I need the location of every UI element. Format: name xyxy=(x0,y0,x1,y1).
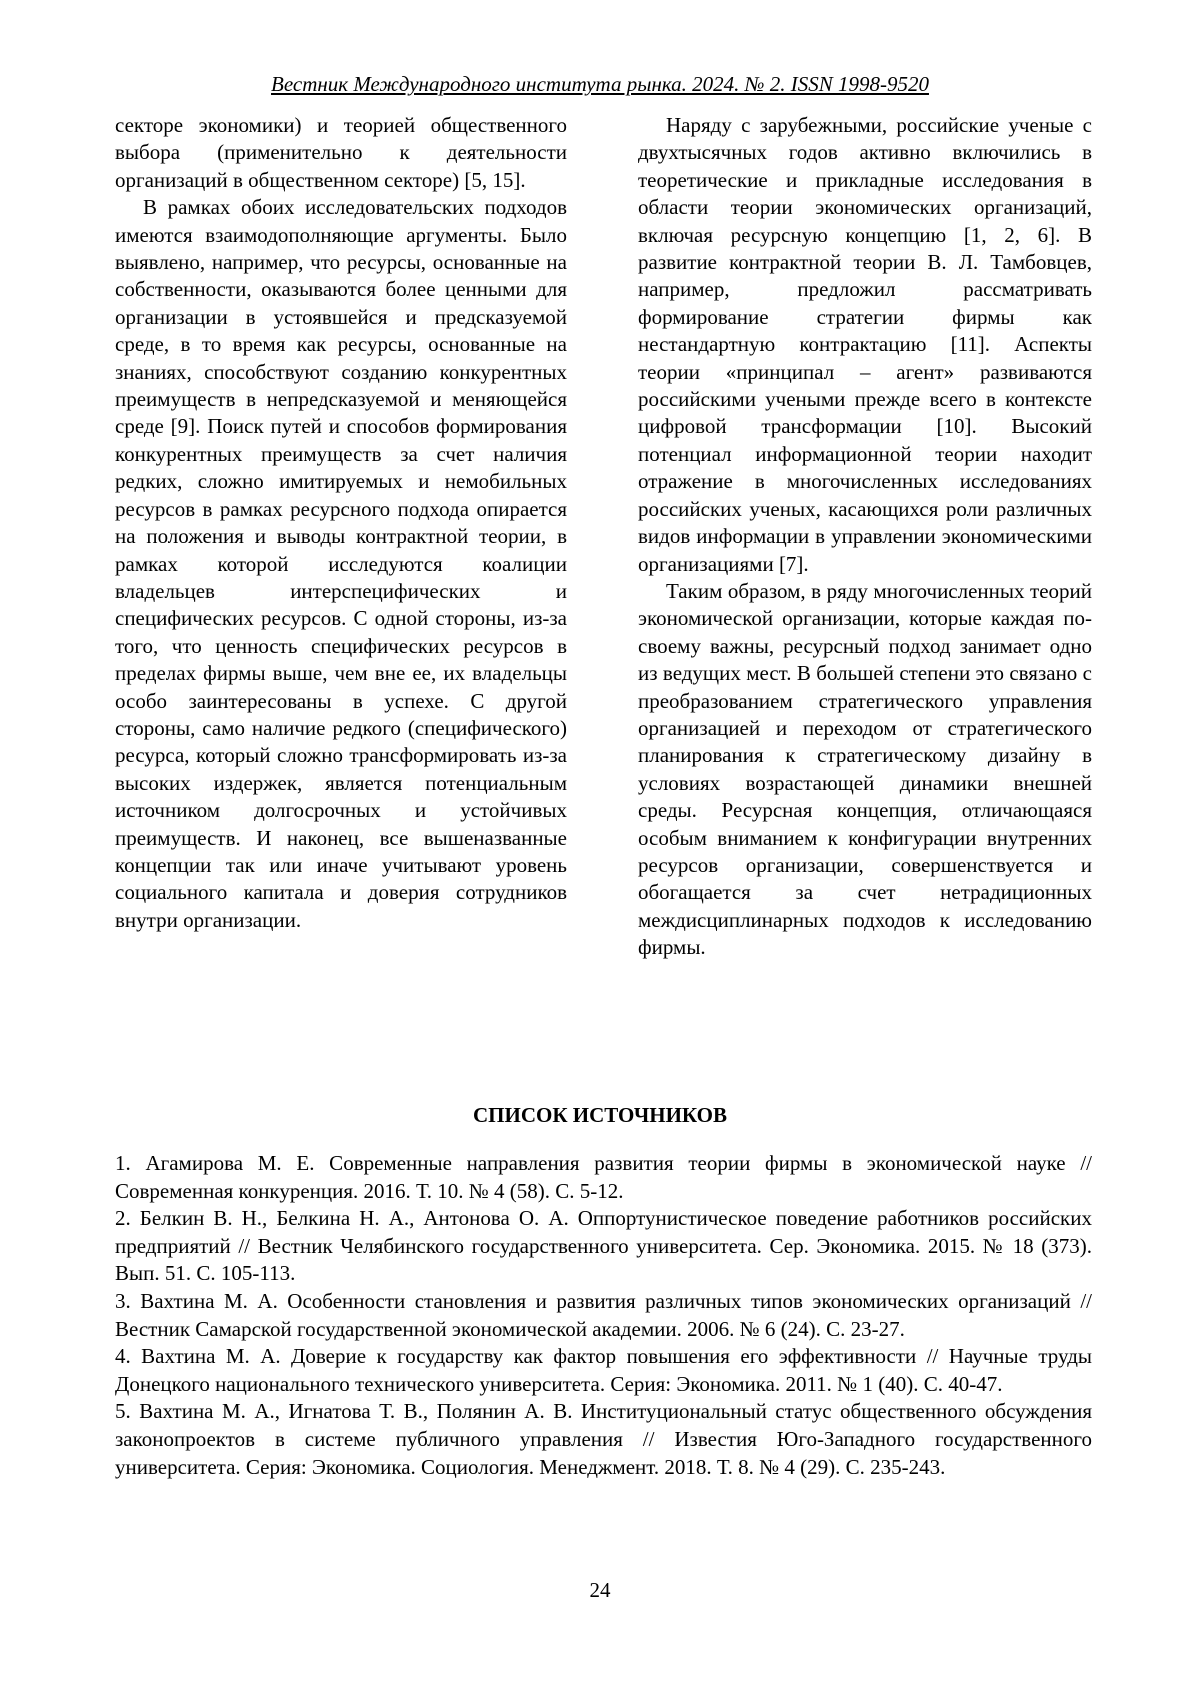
reference-item: 4. Вахтина М. А. Доверие к государству как фактор повышения его эффективности // Научные труды Донецкого национального технического университета. Серия: Экономика. 2011. № 1 (40). С. 40-47. xyxy=(115,1344,1092,1396)
reference-item: 1. Агамирова М. Е. Современные направления развития теории фирмы в экономической науке // Современная конкуренция. 2016. Т. 10. № 4 (58). С. 5-12. xyxy=(115,1151,1092,1203)
reference-item: 2. Белкин В. Н., Белкина Н. А., Антонова О. А. Оппортунистическое поведение работников российских предприятий // Вестник Челябинского государственного университета. Сер. Экономика. 2015. № 18 (373). Вып. 51. С. 105-113. xyxy=(115,1206,1092,1286)
references-title: СПИСОК ИСТОЧНИКОВ xyxy=(473,1103,727,1127)
reference-item: 3. Вахтина М. А. Особенности становления и развития различных типов экономических организаций // Вестник Самарской государственной экономической академии. 2006. № 6 (24). С. 23-27. xyxy=(115,1288,1092,1341)
reference-item: 5. Вахтина М. А., Игнатова Т. В., Полянин А. В. Институциональный статус общественного обсуждения законопроектов в системе публичного управления // Известия Юго-Западного государственного университета. Серия: Экономика. Социология. Менеджмент. 2018. Т. 8. № 4 (29). С. 235-243. xyxy=(115,1399,1092,1479)
right-column xyxy=(638,112,1092,962)
left-column xyxy=(115,112,567,934)
paragraph: В рамках обоих исследовательских подходов имеются взаимодополняющие аргументы. Было выявлено, например, что ресурсы, основанные на собственности, оказываются более ценными для организации в устоявшейся и предсказуемой среде, в то время как ресурсы, основанные на знаниях, способствуют созданию конкурентных преимуществ в непредсказуемой и меняющейся среде [9]. Поиск путей и способов формирования конкурентных преимуществ за счет наличия редких, сложно имитируемых и немобильных ресурсов в рамках ресурсного подхода опирается на положения и выводы контрактной теории, в рамках которой исследуются коалиции владельцев интерспецифических и специфических ресурсов. С одной стороны, из-за того, что ценность специфических ресурсов в пределах фирмы выше, чем вне ее, их владельцы особо заинтересованы в успехе. С другой стороны, само наличие редкого (специфического) ресурса, который сложно трансформировать из-за высоких издержек, является потенциальным источником долгосрочных и устойчивых преимуществ. И наконец, все вышеназванные концепции так или иначе учитывают уровень социального капитала и доверия сотрудников внутри организации. xyxy=(115,195,567,932)
paragraph: секторе экономики) и теорией общественного выбора (применительно к деятельности организаций в общественном секторе) [5, 15]. xyxy=(115,113,567,192)
page-number: 24 xyxy=(589,1578,611,1602)
references-list xyxy=(115,1150,1092,1481)
running-header: Вестник Международного института рынка. 2024. № 2. ISSN 1998-9520 xyxy=(271,72,929,96)
paragraph: Таким образом, в ряду многочисленных теорий экономической организации, которые каждая по-своему важны, ресурсный подход занимает одно из ведущих мест. В большей степени это связано с преобразованием стратегического управления организацией и переходом от стратегического планирования к стратегическому дизайну в условиях возрастающей динамики внешней среды. Ресурсная концепция, отличающаяся особым вниманием к конфигурации внутренних ресурсов организации, совершенствуется и обогащается за счет нетрадиционных междисциплинарных подходов к исследованию фирмы. xyxy=(638,578,1092,960)
paragraph: Наряду с зарубежными, российские ученые с двухтысячных годов активно включились в теоретические и прикладные исследования в области теории экономических организаций, включая ресурсную концепцию [1, 2, 6]. В развитие контрактной теории В. Л. Тамбовцев, например, предложил рассматривать формирование стратегии фирмы как нестандартную контрактацию [11]. Аспекты теории «принципал – агент» развиваются российскими учеными прежде всего в контексте цифровой трансформации [10]. Высокий потенциал информационной теории находит отражение в многочисленных исследованиях российских ученых, касающихся роли различных видов информации в управлении экономическими организациями [7]. xyxy=(638,113,1092,576)
